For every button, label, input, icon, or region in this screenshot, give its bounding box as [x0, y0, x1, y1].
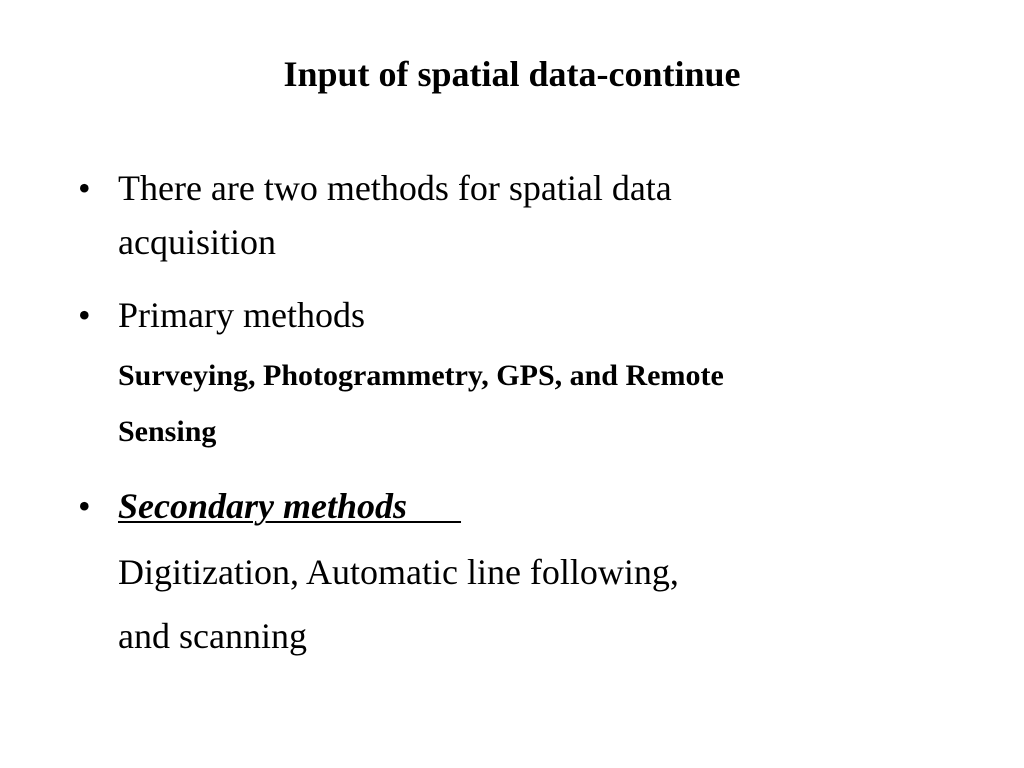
- bullet-2-line-1: Primary methods: [118, 295, 365, 335]
- bullet-3-line-1: [118, 480, 461, 532]
- bullet-marker: •: [78, 295, 91, 335]
- primary-methods-detail-line-1: Surveying, Photogrammetry, GPS, and Remote: [118, 359, 724, 392]
- primary-methods-detail-line-2: Sensing: [118, 415, 217, 448]
- bullet-1-line-2: acquisition: [118, 222, 276, 262]
- bullet-1-line-1: There are two methods for spatial data: [118, 168, 672, 208]
- slide-title: Input of spatial data-continue: [283, 54, 741, 94]
- secondary-methods-heading: Secondary methods: [118, 486, 462, 526]
- secondary-methods-detail-line-2: and scanning: [118, 616, 307, 656]
- bullet-marker: •: [78, 168, 91, 208]
- secondary-methods-detail-line-1: Digitization, Automatic line following,: [118, 552, 679, 592]
- bullet-marker: •: [78, 486, 91, 526]
